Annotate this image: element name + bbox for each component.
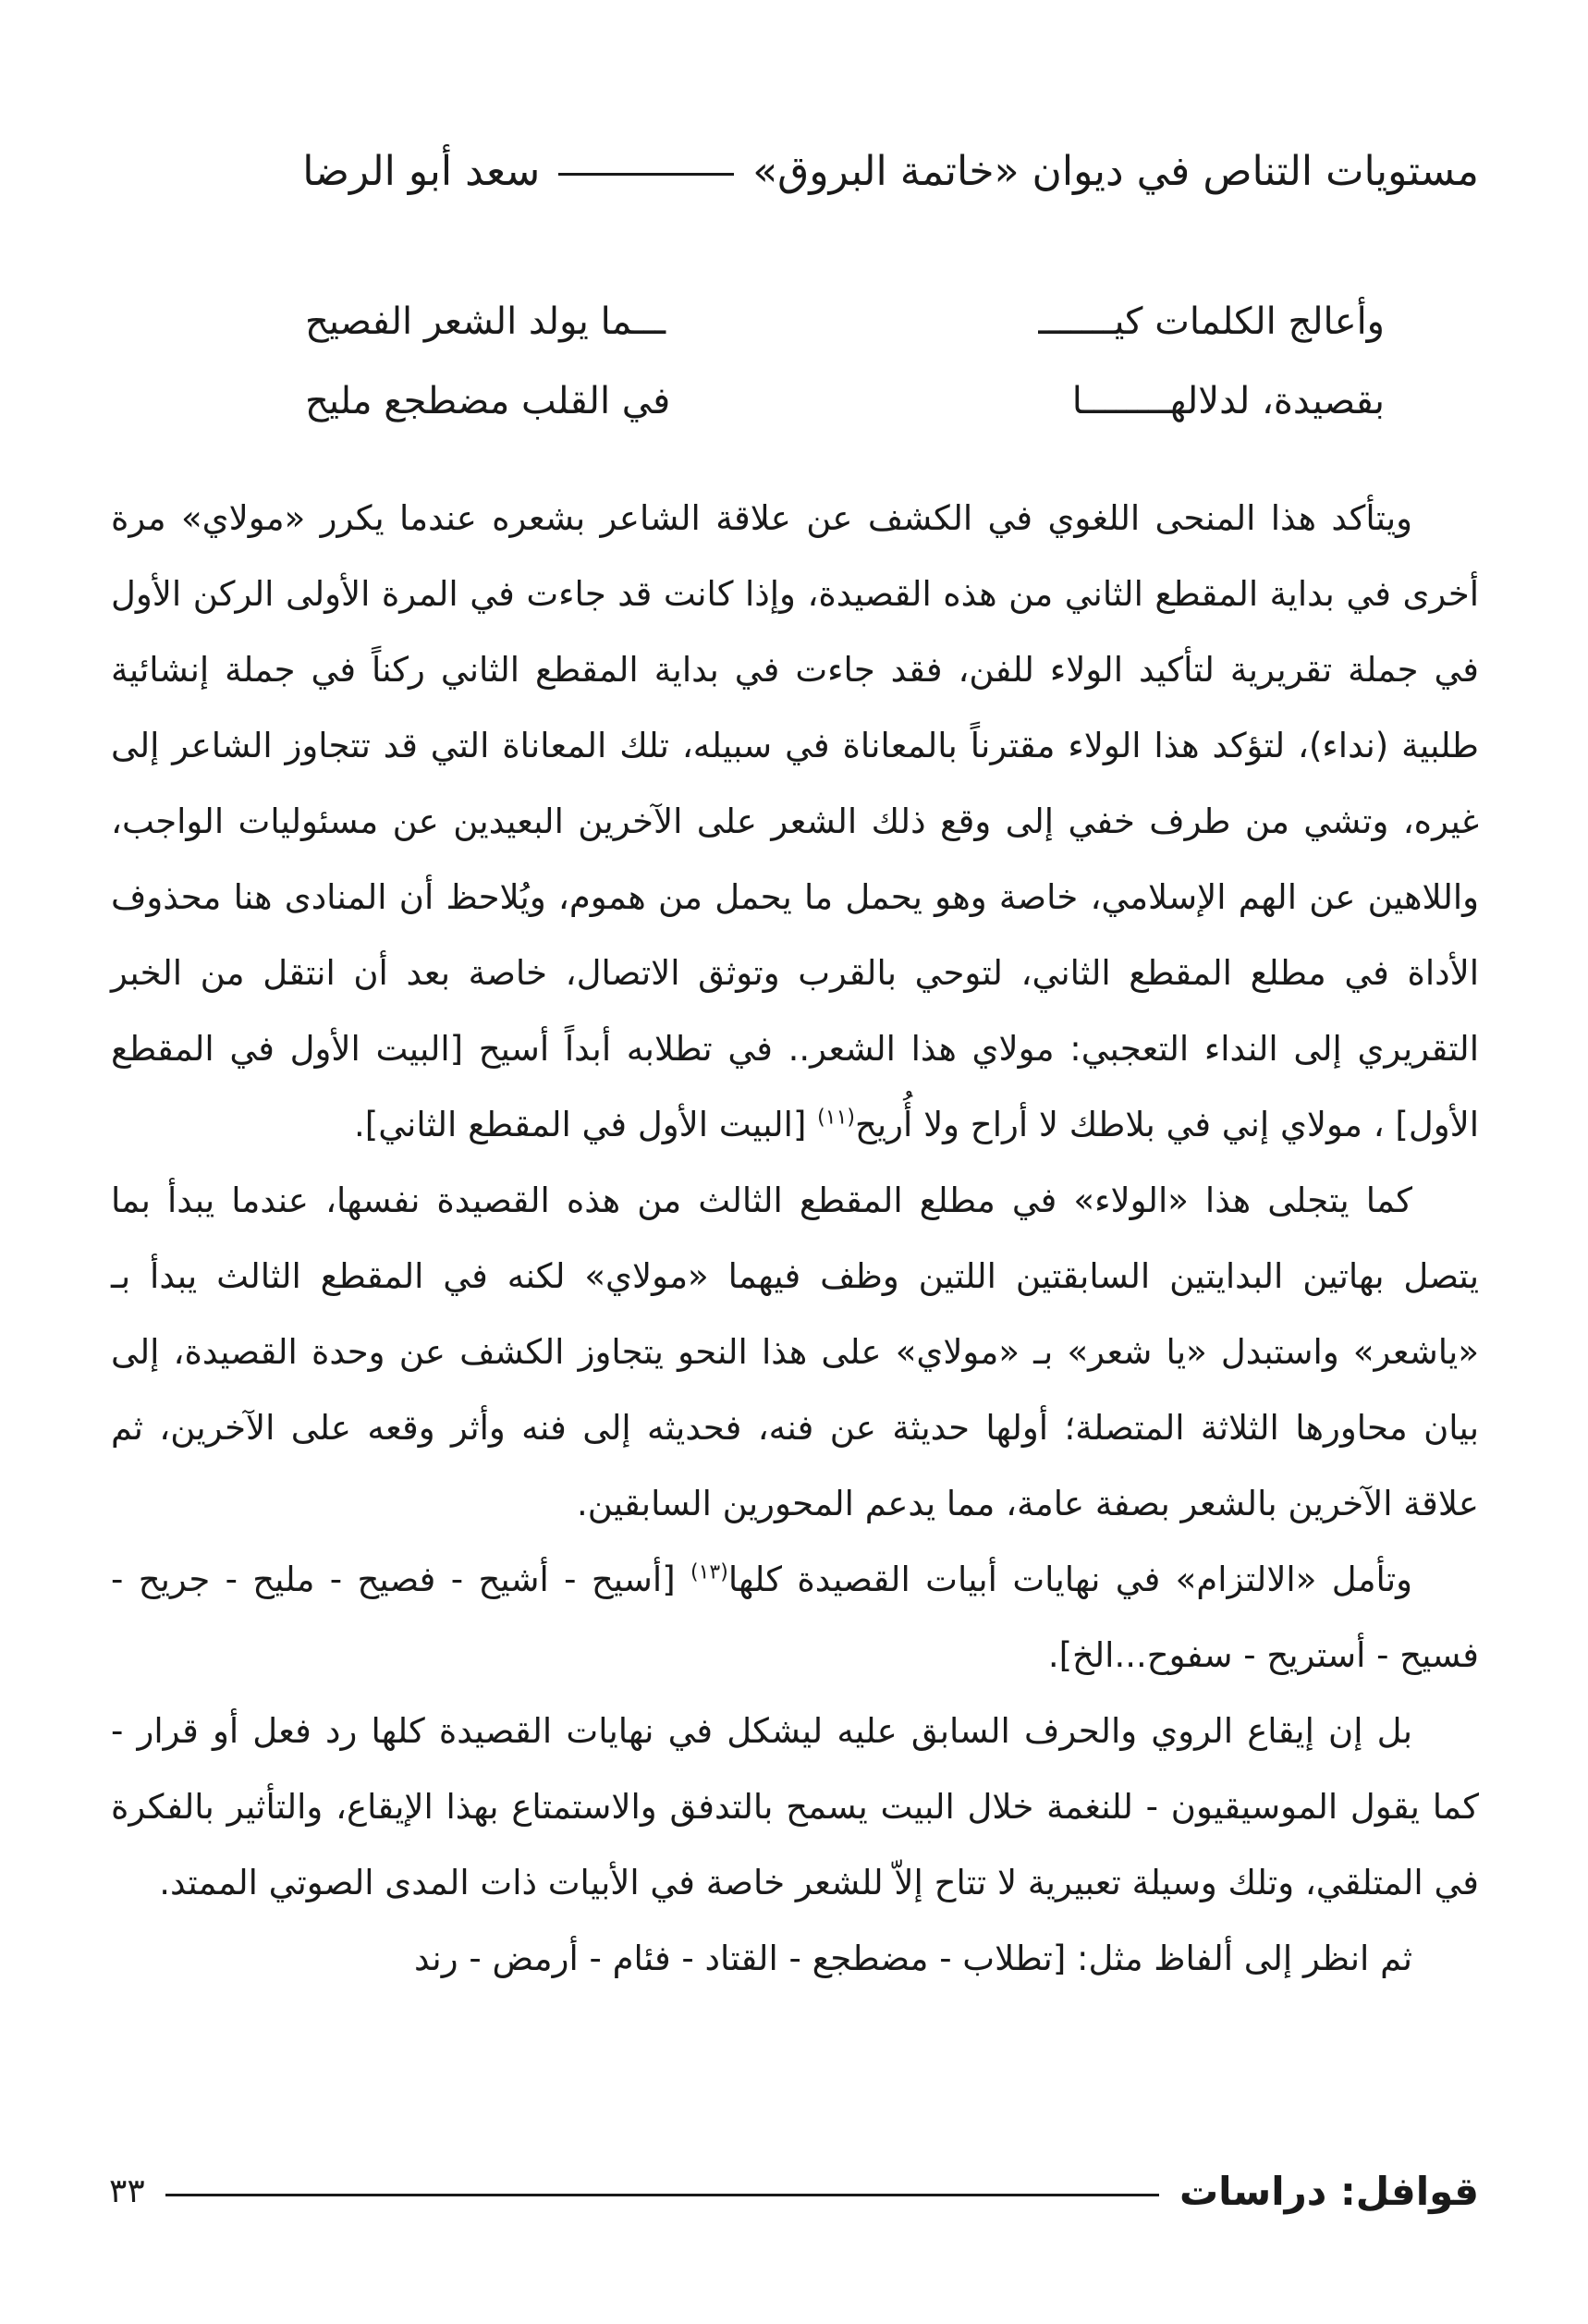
paragraph: ثم انظر إلى ألفاظ مثل: [تطلاب - مضطجع - القتاد - فئام - أرمض - رند xyxy=(414,1939,1412,1978)
running-header xyxy=(109,139,1479,203)
paragraph xyxy=(111,1542,1479,1694)
poem-verse xyxy=(305,361,1385,441)
article-author: سعد أبو الرضا xyxy=(302,147,541,195)
paragraph-text: ويتأكد هذا المنحى اللغوي في الكشف عن علاقة الشاعر بشعره عندما يكرر «مولاي» مرة أخرى في بداية المقطع الثاني من هذه القصيدة، وإذا كانت قد جاءت في المرة الأولى الركن الأول في جملة تقريرية لتأكيد الولاء للفن، فقد جاءت في بداية المقطع الثاني ركناً في جملة إنشائية طلبية (نداء)، لتؤكد هذا الولاء مقترناً بالمعاناة في سبيله، تلك المعاناة التي قد تتجاوز الشاعر إلى غيره، وتشي من طرف خفي إلى وقع ذلك الشعر على الآخرين البعيدين عن مسئوليات الواجب، واللاهين عن الهم الإسلامي، خاصة وهو يحمل ما يحمل من هموم، ويُلاحظ أن المنادى هنا محذوف الأداة في مطلع المقطع الثاني، لتوحي بالقرب وتوثق الاتصال، خاصة بعد أن انتقل من الخبر التقريري إلى النداء التعجبي: مولاي هذا الشعر.. في تطلابه أبداً أسيح [البيت الأول في المقطع الأول] ، مولاي إني في بلاطك لا أراح ولا أُريح xyxy=(111,498,1479,1144)
section-name: قوافل: دراسات xyxy=(1179,2168,1479,2214)
page-number: ٣٣ xyxy=(109,2171,145,2210)
footnote-ref: (١٣) xyxy=(690,1560,728,1584)
verse-first-hemistich: بقصيدة، لدلالهــــــــا xyxy=(1071,380,1385,422)
poem-block xyxy=(305,282,1385,441)
footer-rule xyxy=(165,2194,1159,2196)
footnote-ref: (١١) xyxy=(817,1106,855,1130)
poem-verse xyxy=(305,282,1385,361)
verse-second-hemistich: في القلب مضطجع مليح xyxy=(305,380,671,422)
header-rule xyxy=(558,173,734,176)
verse-second-hemistich: ـــما يولد الشعر الفصيح xyxy=(305,300,666,343)
page-footer xyxy=(109,2163,1479,2219)
paragraph: بل إن إيقاع الروي والحرف السابق عليه ليشكل في نهايات القصيدة كلها رد فعل أو قرار - كما يقول الموسيقيون - للنغمة خلال البيت يسمح بالتدفق والاستمتاع بهذا الإيقاع، والتأثير بالفكرة في المتلقي، وتلك وسيلة تعبيرية لا تتاح إلاّ للشعر خاصة في الأبيات ذات المدى الصوتي الممتد. xyxy=(111,1711,1479,1902)
article-title: مستويات التناص في ديوان «خاتمة البروق» xyxy=(752,147,1479,195)
paragraph xyxy=(111,481,1479,1163)
paragraph-text: وتأمل «الالتزام» في نهايات أبيات القصيدة كلها xyxy=(727,1560,1412,1599)
body-text xyxy=(111,481,1479,1997)
verse-first-hemistich: وأعالج الكلمات كيـــــــ xyxy=(1038,300,1385,343)
paragraph: كما يتجلى هذا «الولاء» في مطلع المقطع الثالث من هذه القصيدة نفسها، عندما يبدأ بما يتصل بهاتين البدايتين السابقتين اللتين وظف فيهما «مولاي» لكنه في المقطع الثالث يبدأ بـ «ياشعر» واستبدل «يا شعر» بـ «مولاي» على هذا النحو يتجاوز الكشف عن وحدة القصيدة، إلى بيان محاورها الثلاثة المتصلة؛ أولها حديثة عن فنه، فحديثه إلى فنه وأثر وقعه على الآخرين، ثم علاقة الآخرين بالشعر بصفة عامة، مما يدعم المحورين السابقين. xyxy=(111,1180,1479,1523)
paragraph-text: [البيت الأول في المقطع الثاني]. xyxy=(354,1105,818,1144)
paragraph-text: [أسيح - أشيح - فصيح - مليح - جريح - فسيح - أستريح - سفوح...الخ]. xyxy=(111,1560,1479,1675)
